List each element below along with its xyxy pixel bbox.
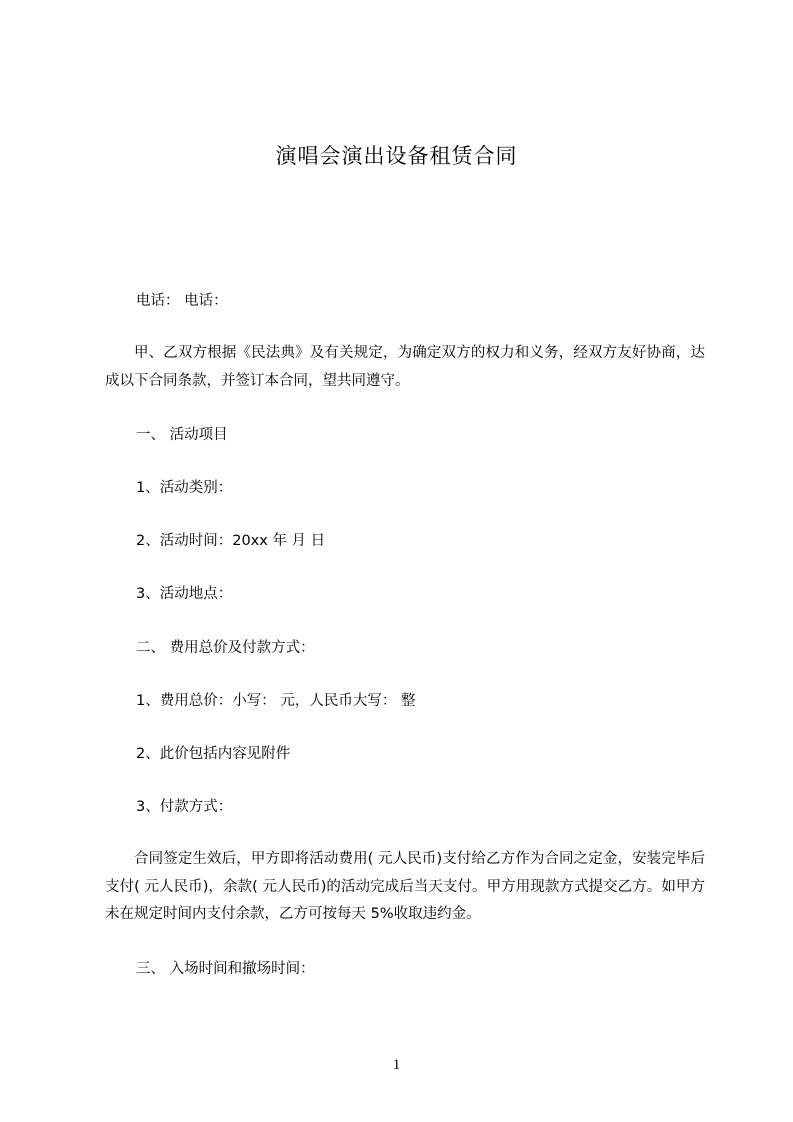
section-2-item-3: 3、付款方式：	[136, 799, 233, 815]
section-1-heading: 一、 活动项目	[136, 427, 228, 443]
phone-line: 电话： 电话：	[136, 293, 228, 309]
section-1-item-2: 2、活动时间：20xx 年 月 日	[136, 533, 326, 549]
payment-paragraph: 合同签定生效后，甲方即将活动费用( 元人民币)支付给乙方作为合同之定金，安装完毕后支付( 元人民币)，余款( 元人民币)的活动完成后当天支付。甲方用现款方式提交乙方。如甲方未在规定时间内支付余款，乙方可按每天 5%收取违约金。	[105, 851, 705, 922]
section-1-item-1: 1、活动类别：	[136, 480, 233, 496]
section-2-heading: 二、 费用总价及付款方式：	[136, 640, 315, 656]
section-3-heading: 三、 入场时间和撤场时间：	[136, 961, 315, 977]
section-2-item-1: 1、费用总价：小写： 元，人民币大写： 整	[136, 693, 416, 709]
section-1-item-3: 3、活动地点：	[136, 586, 233, 602]
document-title: 演唱会演出设备租赁合同	[275, 144, 518, 168]
intro-paragraph: 甲、乙双方根据《民法典》及有关规定，为确定双方的权力和义务，经双方友好协商，达成以下合同条款，并签订本合同，望共同遵守。	[105, 345, 705, 389]
page-number: 1	[392, 1057, 401, 1073]
section-2-item-2: 2、此价包括内容见附件	[136, 746, 291, 762]
